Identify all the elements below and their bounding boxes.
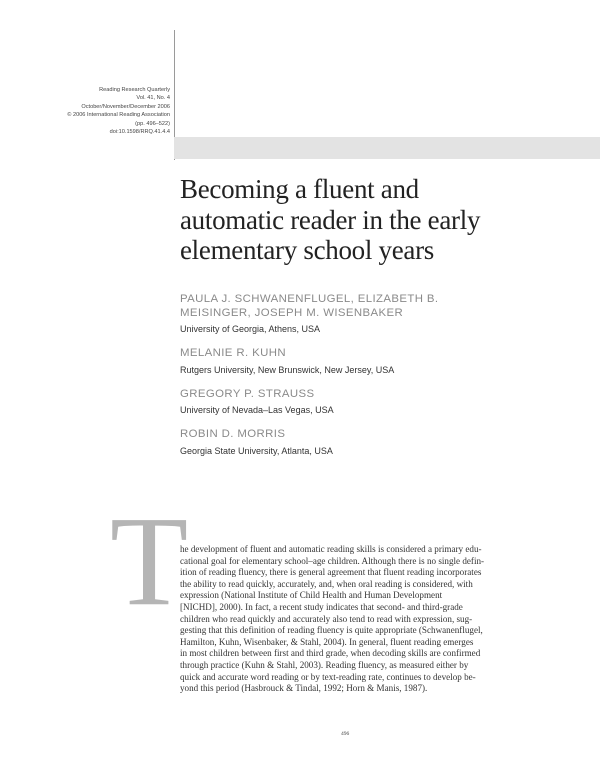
author-names [180,293,580,320]
author-affiliation: University of Nevada–Las Vegas, USA [180,405,334,415]
drop-cap: T [110,490,189,632]
journal-name: Reading Research Quarterly [99,87,170,93]
author-group [180,428,580,457]
body-line: expression (National Institute of Child Health and Human Development [180,590,443,601]
author-name-line: ROBIN D. MORRIS [180,428,286,440]
author-affiliation: University of Georgia, Athens, USA [180,324,321,334]
body-line: gesting that this definition of reading fluency is quite appropriate (Schwanenflugel, [180,625,483,636]
author-names [180,347,580,361]
page-range: (pp. 496–522) [135,120,170,127]
title-line: elementary school years [180,235,434,265]
article-title [180,174,580,266]
doi-line: doi:10.1598/RRQ.41.4.4 [109,129,170,136]
author-group [180,347,580,376]
body-line: cational goal for elementary school–age children. Although there is no single defin- [180,555,485,566]
body-line: in most children between first and third grade, when decoding skills are confirmed [180,648,481,659]
journal-volume: Vol. 41, No. 4 [136,95,170,102]
title-line: Becoming a fluent and [180,174,419,204]
author-names [180,428,580,442]
body-line: yond this period (Hasbrouck & Tindal, 1992; Horn & Manis, 1987). [180,683,428,694]
copyright-line: © 2006 International Reading Association [67,112,170,119]
body-line: children who read quickly and accurately also tend to read with expression, sug- [180,613,473,624]
page-number: 496 [341,731,350,737]
author-list [180,293,580,469]
author-name-line: MEISINGER, JOSEPH M. WISENBAKER [180,306,404,319]
body-line: Hamilton, Kuhn, Wisenbaker, & Stahl, 2004). In general, fluent reading emerges [180,636,474,647]
author-affiliation: Rutgers University, New Brunswick, New Jersey, USA [180,364,395,375]
body-line: he development of fluent and automatic reading skills is considered a primary edu- [180,544,482,554]
journal-metadata [20,86,170,136]
issue-date: October/November/December 2006 [81,103,170,110]
author-name-line: MELANIE R. KUHN [180,347,287,359]
body-line: ition of reading fluency, there is general agreement that fluent reading incorporates [180,567,482,578]
author-names [180,388,580,402]
body-line: [NICHD], 2000). In fact, a recent study indicates that second- and third-grade [180,601,463,612]
author-group [180,388,580,417]
author-group [180,293,580,335]
body-line: quick and accurate word reading or by text-reading rate, continues to develop be- [180,671,476,682]
author-name-line: PAULA J. SCHWANENFLUGEL, ELIZABETH B. [180,293,439,305]
title-line: automatic reader in the early [180,204,481,235]
body-line: through practice (Kuhn & Stahl, 2003). Reading fluency, as measured either by [180,659,469,670]
author-affiliation: Georgia State University, Atlanta, USA [180,445,333,456]
body-line: the ability to read quickly, accurately, and, when oral reading is considered, with [180,578,473,589]
header-band [174,137,600,159]
body-paragraph [180,544,580,695]
author-name-line: GREGORY P. STRAUSS [180,387,315,400]
